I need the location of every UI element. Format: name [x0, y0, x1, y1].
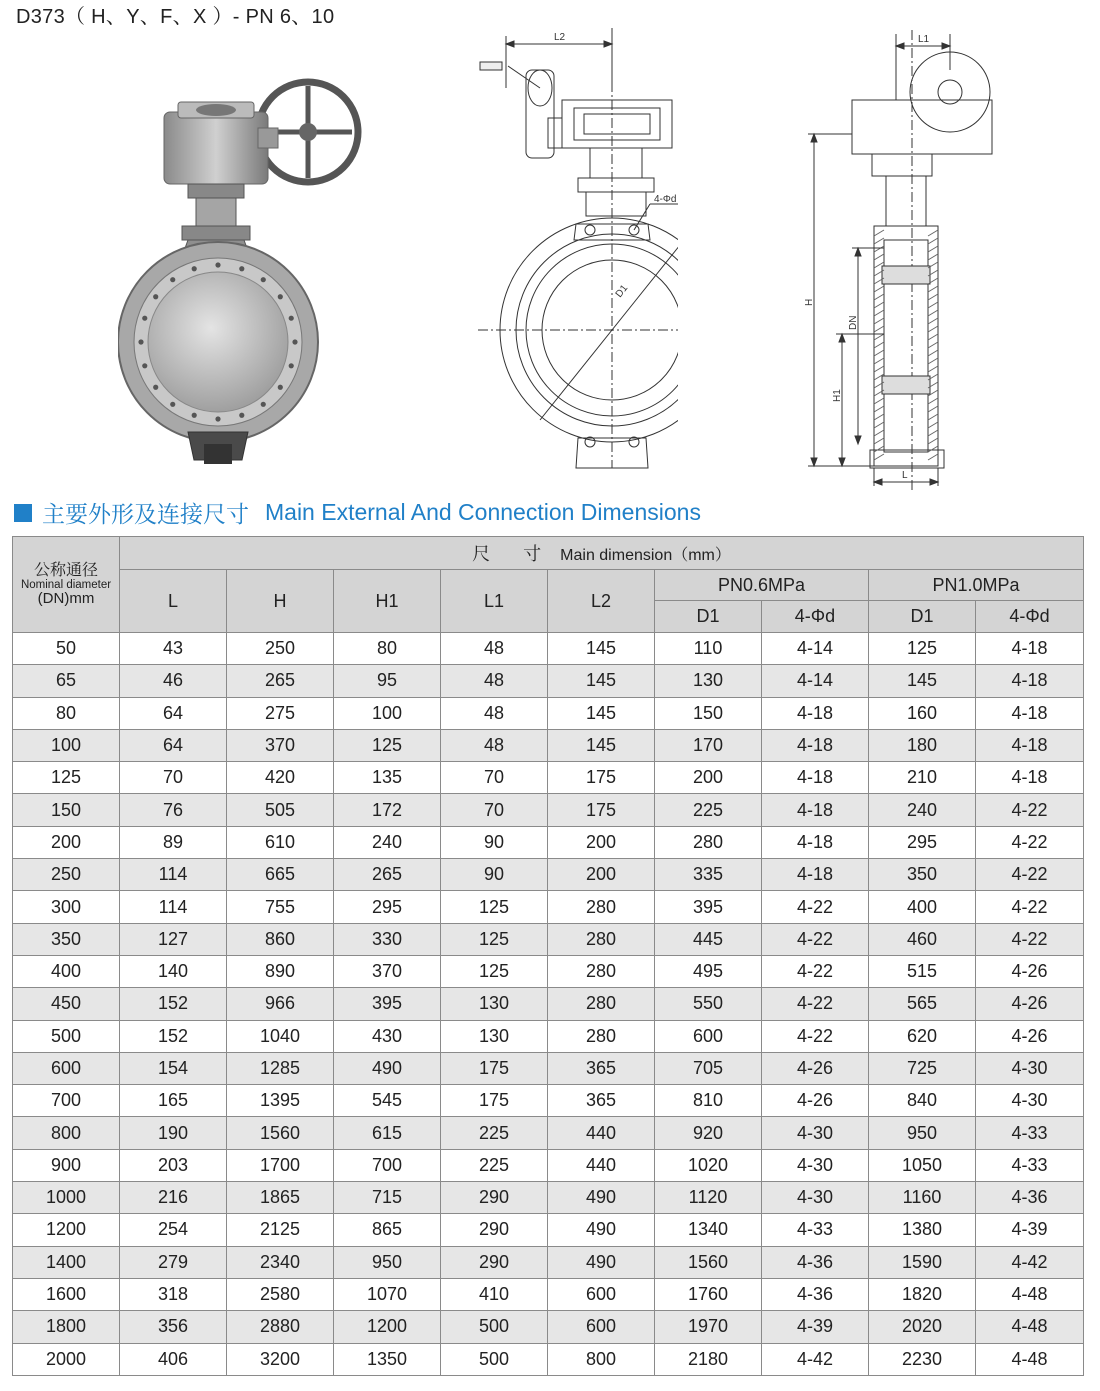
cell-l: 114: [120, 891, 227, 923]
header-col-h1: H1: [334, 570, 441, 633]
cell-l: 76: [120, 794, 227, 826]
section-heading: [14, 496, 701, 529]
cell-l: 140: [120, 955, 227, 987]
cell-dn: 900: [13, 1149, 120, 1181]
cell-pn06-bolts: 4-14: [762, 633, 869, 665]
cell-l: 254: [120, 1214, 227, 1246]
cell-l: 127: [120, 923, 227, 955]
cell-pn06-d1: 1340: [655, 1214, 762, 1246]
cell-pn10-bolts: 4-22: [976, 891, 1084, 923]
cell-l2: 145: [548, 697, 655, 729]
cell-pn10-bolts: 4-22: [976, 826, 1084, 858]
cell-pn10-bolts: 4-26: [976, 1020, 1084, 1052]
table-row: [13, 891, 1084, 923]
table-row: [13, 859, 1084, 891]
cell-pn06-d1: 705: [655, 1052, 762, 1084]
cell-pn06-d1: 395: [655, 891, 762, 923]
cell-l1: 500: [441, 1311, 548, 1343]
cell-h1: 715: [334, 1182, 441, 1214]
header-pn10-d1: D1: [869, 601, 976, 633]
cell-h1: 135: [334, 762, 441, 794]
cell-pn10-bolts: 4-22: [976, 923, 1084, 955]
cell-pn10-bolts: 4-39: [976, 1214, 1084, 1246]
cell-l2: 175: [548, 794, 655, 826]
cell-dn: 50: [13, 633, 120, 665]
cell-dn: 500: [13, 1020, 120, 1052]
cell-pn10-bolts: 4-18: [976, 665, 1084, 697]
cell-l1: 90: [441, 826, 548, 858]
cell-dn: 800: [13, 1117, 120, 1149]
cell-l2: 280: [548, 988, 655, 1020]
cell-pn10-d1: 565: [869, 988, 976, 1020]
cell-pn10-bolts: 4-33: [976, 1149, 1084, 1181]
cell-pn10-bolts: 4-22: [976, 859, 1084, 891]
header-col-l2: L2: [548, 570, 655, 633]
cell-pn06-d1: 170: [655, 729, 762, 761]
cell-pn10-bolts: 4-26: [976, 988, 1084, 1020]
cell-pn10-d1: 1050: [869, 1149, 976, 1181]
cell-pn06-d1: 920: [655, 1117, 762, 1149]
cell-pn06-bolts: 4-39: [762, 1311, 869, 1343]
cell-h: 665: [227, 859, 334, 891]
cell-h1: 295: [334, 891, 441, 923]
heading-square-icon: [14, 504, 32, 522]
cell-l2: 280: [548, 891, 655, 923]
cell-l1: 225: [441, 1117, 548, 1149]
cell-l2: 200: [548, 859, 655, 891]
cell-l1: 125: [441, 891, 548, 923]
table-row: [13, 826, 1084, 858]
dimensions-table: [12, 536, 1084, 1376]
cell-l1: 70: [441, 762, 548, 794]
cell-h1: 240: [334, 826, 441, 858]
header-pn06: PN0.6MPa: [655, 570, 869, 601]
cell-dn: 100: [13, 729, 120, 761]
cell-dn: 125: [13, 762, 120, 794]
cell-pn10-d1: 1820: [869, 1278, 976, 1310]
header-col-h: H: [227, 570, 334, 633]
cell-pn10-d1: 620: [869, 1020, 976, 1052]
cell-h: 1560: [227, 1117, 334, 1149]
cell-l2: 365: [548, 1085, 655, 1117]
table-row: [13, 1278, 1084, 1310]
cell-l2: 280: [548, 1020, 655, 1052]
cell-h: 755: [227, 891, 334, 923]
cell-pn10-bolts: 4-48: [976, 1311, 1084, 1343]
cell-pn10-d1: 350: [869, 859, 976, 891]
cell-pn10-bolts: 4-26: [976, 955, 1084, 987]
cell-h1: 865: [334, 1214, 441, 1246]
cell-h: 1865: [227, 1182, 334, 1214]
cell-h1: 1350: [334, 1343, 441, 1375]
table-row: [13, 665, 1084, 697]
cell-h1: 430: [334, 1020, 441, 1052]
cell-h: 505: [227, 794, 334, 826]
cell-l: 152: [120, 1020, 227, 1052]
header-nominal-unit: (DN)mm: [37, 589, 95, 607]
cell-l: 406: [120, 1343, 227, 1375]
dim-label-phi-d: 4-Φd: [654, 194, 677, 205]
cell-l1: 500: [441, 1343, 548, 1375]
cell-h1: 80: [334, 633, 441, 665]
cell-h: 2580: [227, 1278, 334, 1310]
cell-h: 275: [227, 697, 334, 729]
cell-pn06-bolts: 4-30: [762, 1182, 869, 1214]
cell-l1: 48: [441, 697, 548, 729]
cell-dn: 1400: [13, 1246, 120, 1278]
cell-l2: 440: [548, 1117, 655, 1149]
cell-l: 46: [120, 665, 227, 697]
cell-pn10-d1: 240: [869, 794, 976, 826]
cell-h: 1040: [227, 1020, 334, 1052]
cell-pn06-d1: 1970: [655, 1311, 762, 1343]
cell-pn10-bolts: 4-22: [976, 794, 1084, 826]
dim-label-dn: DN: [848, 315, 859, 330]
cell-l: 64: [120, 697, 227, 729]
table-row: [13, 729, 1084, 761]
cell-l2: 280: [548, 955, 655, 987]
cell-pn10-d1: 125: [869, 633, 976, 665]
cell-pn06-bolts: 4-18: [762, 826, 869, 858]
front-view-drawing: [478, 28, 678, 478]
cell-pn06-bolts: 4-33: [762, 1214, 869, 1246]
valve-photo: [118, 72, 378, 467]
cell-l: 356: [120, 1311, 227, 1343]
cell-pn06-bolts: 4-18: [762, 729, 869, 761]
cell-pn06-bolts: 4-18: [762, 762, 869, 794]
cell-pn06-d1: 110: [655, 633, 762, 665]
cell-pn10-d1: 1160: [869, 1182, 976, 1214]
table-row: [13, 794, 1084, 826]
cell-l1: 125: [441, 955, 548, 987]
cell-pn10-bolts: 4-42: [976, 1246, 1084, 1278]
cell-h1: 172: [334, 794, 441, 826]
cell-l: 190: [120, 1117, 227, 1149]
cell-pn06-d1: 200: [655, 762, 762, 794]
cell-l1: 48: [441, 633, 548, 665]
header-nominal-cn: 公称通径: [33, 561, 98, 579]
cell-pn06-d1: 225: [655, 794, 762, 826]
table-row: [13, 1149, 1084, 1181]
cell-pn10-d1: 2020: [869, 1311, 976, 1343]
cell-h1: 100: [334, 697, 441, 729]
cell-dn: 300: [13, 891, 120, 923]
cell-l: 216: [120, 1182, 227, 1214]
cell-pn10-d1: 2230: [869, 1343, 976, 1375]
cell-l2: 490: [548, 1182, 655, 1214]
cell-pn10-d1: 210: [869, 762, 976, 794]
cell-l2: 800: [548, 1343, 655, 1375]
header-col-l1: L1: [441, 570, 548, 633]
cell-pn06-d1: 1560: [655, 1246, 762, 1278]
cell-dn: 1200: [13, 1214, 120, 1246]
cell-l2: 600: [548, 1311, 655, 1343]
cell-l2: 490: [548, 1246, 655, 1278]
cell-pn10-d1: 515: [869, 955, 976, 987]
cell-h: 3200: [227, 1343, 334, 1375]
cell-l2: 365: [548, 1052, 655, 1084]
dim-label-d1: D1: [613, 282, 631, 300]
table-row: [13, 923, 1084, 955]
cell-h: 1395: [227, 1085, 334, 1117]
cell-h1: 700: [334, 1149, 441, 1181]
cell-l2: 145: [548, 633, 655, 665]
cell-pn10-bolts: 4-36: [976, 1182, 1084, 1214]
cell-l1: 130: [441, 1020, 548, 1052]
cell-pn06-d1: 445: [655, 923, 762, 955]
cell-l2: 145: [548, 729, 655, 761]
cell-l2: 175: [548, 762, 655, 794]
cell-l2: 600: [548, 1278, 655, 1310]
cell-h: 2340: [227, 1246, 334, 1278]
cell-h1: 125: [334, 729, 441, 761]
cell-l1: 48: [441, 665, 548, 697]
dim-label-h: H: [804, 298, 815, 306]
cell-dn: 1600: [13, 1278, 120, 1310]
table-row: [13, 1343, 1084, 1375]
cell-l1: 130: [441, 988, 548, 1020]
cell-pn10-d1: 295: [869, 826, 976, 858]
table-row: [13, 1246, 1084, 1278]
cell-h1: 370: [334, 955, 441, 987]
cell-l: 318: [120, 1278, 227, 1310]
cell-l1: 290: [441, 1182, 548, 1214]
cell-h1: 545: [334, 1085, 441, 1117]
cell-pn06-bolts: 4-22: [762, 891, 869, 923]
cell-dn: 450: [13, 988, 120, 1020]
header-pn06-bolts: 4-Φd: [762, 601, 869, 633]
cell-pn06-bolts: 4-26: [762, 1052, 869, 1084]
cell-pn06-d1: 335: [655, 859, 762, 891]
cell-pn06-d1: 495: [655, 955, 762, 987]
cell-pn06-bolts: 4-18: [762, 859, 869, 891]
cell-pn06-bolts: 4-22: [762, 1020, 869, 1052]
dim-label-l: L: [902, 470, 908, 481]
table-row: [13, 1117, 1084, 1149]
cell-h1: 95: [334, 665, 441, 697]
cell-h: 1700: [227, 1149, 334, 1181]
cell-h1: 1070: [334, 1278, 441, 1310]
cell-pn10-bolts: 4-18: [976, 762, 1084, 794]
cell-h: 860: [227, 923, 334, 955]
cell-l1: 410: [441, 1278, 548, 1310]
cell-pn06-d1: 810: [655, 1085, 762, 1117]
cell-l1: 175: [441, 1052, 548, 1084]
cell-l1: 70: [441, 794, 548, 826]
cell-l: 64: [120, 729, 227, 761]
cell-pn10-d1: 950: [869, 1117, 976, 1149]
cell-pn06-bolts: 4-42: [762, 1343, 869, 1375]
cell-pn10-d1: 840: [869, 1085, 976, 1117]
cell-pn06-bolts: 4-26: [762, 1085, 869, 1117]
cell-l1: 90: [441, 859, 548, 891]
cell-pn06-bolts: 4-22: [762, 988, 869, 1020]
dim-label-h1: H1: [832, 389, 843, 402]
cell-l: 154: [120, 1052, 227, 1084]
dim-label-l1: L1: [918, 34, 930, 45]
cell-pn06-bolts: 4-18: [762, 794, 869, 826]
cell-l2: 280: [548, 923, 655, 955]
cell-l2: 490: [548, 1214, 655, 1246]
cell-pn06-bolts: 4-18: [762, 697, 869, 729]
cell-dn: 2000: [13, 1343, 120, 1375]
header-main-en: Main dimension（mm）: [560, 547, 731, 564]
header-col-l: L: [120, 570, 227, 633]
cell-l: 203: [120, 1149, 227, 1181]
cell-h: 890: [227, 955, 334, 987]
cell-pn10-bolts: 4-18: [976, 633, 1084, 665]
cell-l1: 290: [441, 1214, 548, 1246]
cell-pn06-d1: 280: [655, 826, 762, 858]
cell-pn10-d1: 725: [869, 1052, 976, 1084]
cell-h: 370: [227, 729, 334, 761]
cell-h1: 395: [334, 988, 441, 1020]
cell-dn: 65: [13, 665, 120, 697]
cell-dn: 700: [13, 1085, 120, 1117]
cell-h: 265: [227, 665, 334, 697]
table-row: [13, 1020, 1084, 1052]
cell-h: 966: [227, 988, 334, 1020]
cell-dn: 80: [13, 697, 120, 729]
cell-pn06-d1: 150: [655, 697, 762, 729]
header-nominal-diameter: [13, 537, 120, 633]
cell-pn06-bolts: 4-30: [762, 1149, 869, 1181]
cell-pn10-bolts: 4-18: [976, 697, 1084, 729]
cell-l1: 175: [441, 1085, 548, 1117]
cell-pn10-d1: 1590: [869, 1246, 976, 1278]
table-row: [13, 988, 1084, 1020]
cell-h: 610: [227, 826, 334, 858]
model-title: D373（ H、Y、F、X ）- PN 6、10: [16, 6, 335, 28]
header-pn06-d1: D1: [655, 601, 762, 633]
cell-pn10-d1: 1380: [869, 1214, 976, 1246]
cell-h1: 615: [334, 1117, 441, 1149]
cell-l: 89: [120, 826, 227, 858]
cell-pn10-bolts: 4-48: [976, 1278, 1084, 1310]
cell-pn10-bolts: 4-18: [976, 729, 1084, 761]
section-title-en: Main External And Connection Dimensions: [265, 499, 701, 525]
side-section-drawing: [800, 30, 1010, 490]
cell-pn06-d1: 1120: [655, 1182, 762, 1214]
table-row: [13, 955, 1084, 987]
cell-l1: 225: [441, 1149, 548, 1181]
cell-pn10-d1: 460: [869, 923, 976, 955]
header-pn10-bolts: 4-Φd: [976, 601, 1084, 633]
cell-dn: 1000: [13, 1182, 120, 1214]
cell-l: 165: [120, 1085, 227, 1117]
cell-h: 2880: [227, 1311, 334, 1343]
cell-l2: 440: [548, 1149, 655, 1181]
cell-pn10-bolts: 4-30: [976, 1052, 1084, 1084]
dim-label-l2: L2: [554, 32, 566, 43]
cell-dn: 150: [13, 794, 120, 826]
cell-pn10-d1: 400: [869, 891, 976, 923]
cell-pn06-d1: 600: [655, 1020, 762, 1052]
cell-pn10-bolts: 4-48: [976, 1343, 1084, 1375]
cell-l2: 145: [548, 665, 655, 697]
cell-pn10-d1: 180: [869, 729, 976, 761]
cell-dn: 600: [13, 1052, 120, 1084]
cell-pn10-d1: 160: [869, 697, 976, 729]
cell-pn06-bolts: 4-22: [762, 923, 869, 955]
cell-pn06-d1: 1760: [655, 1278, 762, 1310]
cell-l: 279: [120, 1246, 227, 1278]
table-row: [13, 762, 1084, 794]
cell-dn: 250: [13, 859, 120, 891]
cell-l2: 200: [548, 826, 655, 858]
header-pn10: PN1.0MPa: [869, 570, 1084, 601]
cell-pn06-bolts: 4-22: [762, 955, 869, 987]
cell-pn06-d1: 1020: [655, 1149, 762, 1181]
table-row: [13, 1311, 1084, 1343]
cell-l: 152: [120, 988, 227, 1020]
cell-h: 1285: [227, 1052, 334, 1084]
cell-dn: 200: [13, 826, 120, 858]
table-row: [13, 633, 1084, 665]
cell-dn: 1800: [13, 1311, 120, 1343]
cell-pn10-d1: 145: [869, 665, 976, 697]
cell-h1: 330: [334, 923, 441, 955]
table-row: [13, 1052, 1084, 1084]
cell-h: 420: [227, 762, 334, 794]
cell-pn10-bolts: 4-33: [976, 1117, 1084, 1149]
table-row: [13, 697, 1084, 729]
cell-pn10-bolts: 4-30: [976, 1085, 1084, 1117]
cell-pn06-bolts: 4-14: [762, 665, 869, 697]
table-row: [13, 1085, 1084, 1117]
cell-pn06-d1: 130: [655, 665, 762, 697]
cell-h: 250: [227, 633, 334, 665]
cell-h1: 490: [334, 1052, 441, 1084]
table-row: [13, 1214, 1084, 1246]
header-main-cn: 尺 寸: [472, 544, 556, 564]
cell-h1: 1200: [334, 1311, 441, 1343]
cell-dn: 350: [13, 923, 120, 955]
cell-l1: 290: [441, 1246, 548, 1278]
cell-pn06-d1: 2180: [655, 1343, 762, 1375]
cell-pn06-d1: 550: [655, 988, 762, 1020]
cell-l: 114: [120, 859, 227, 891]
cell-pn06-bolts: 4-30: [762, 1117, 869, 1149]
cell-h1: 265: [334, 859, 441, 891]
header-main-dimension: [120, 537, 1084, 570]
cell-l1: 125: [441, 923, 548, 955]
table-row: [13, 1182, 1084, 1214]
cell-h1: 950: [334, 1246, 441, 1278]
cell-l: 70: [120, 762, 227, 794]
section-title-cn: 主要外形及连接尺寸: [42, 501, 249, 527]
cell-dn: 400: [13, 955, 120, 987]
cell-h: 2125: [227, 1214, 334, 1246]
cell-pn06-bolts: 4-36: [762, 1278, 869, 1310]
cell-l1: 48: [441, 729, 548, 761]
cell-pn06-bolts: 4-36: [762, 1246, 869, 1278]
cell-l: 43: [120, 633, 227, 665]
header-nominal-en: Nominal diameter: [20, 578, 112, 591]
